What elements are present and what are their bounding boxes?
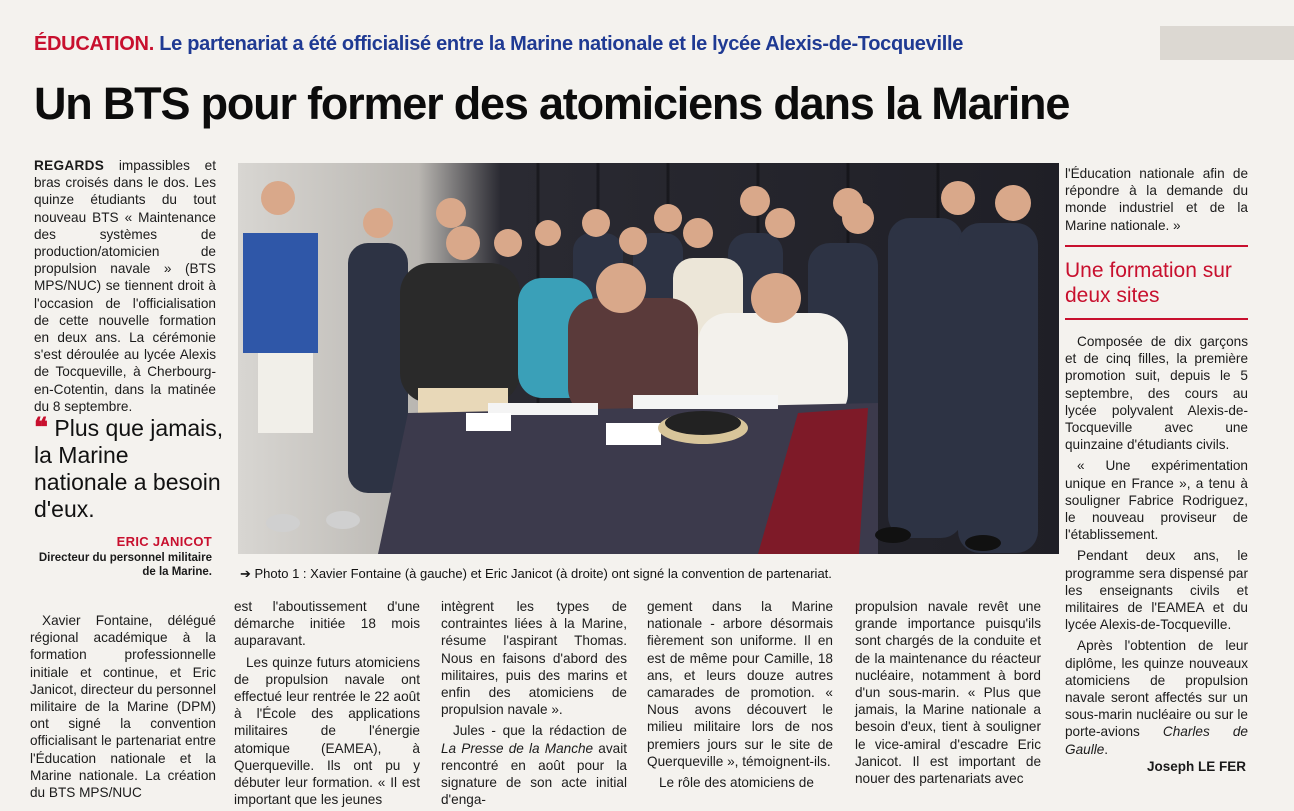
body-paragraph: l'Éducation nationale afin de répondre à la demande du monde industriel et de la Marine nationale. »: [1065, 166, 1248, 233]
quote-marks-icon: ❝: [34, 413, 48, 442]
article-photo: [238, 163, 1059, 554]
body-text: Après l'obtention de leur diplôme, les quinze nouveaux atomiciens de propulsion navale seront affectés sur un sous-marin nucléaire ou sur le porte-avions: [1065, 638, 1248, 740]
body-text: .: [1104, 741, 1109, 757]
lead-word: REGARDS: [34, 158, 105, 173]
body-paragraph: Composée de dix garçons et de cinq filles, la première promotion suit, depuis le 5 septembre, des cours au lycée polyvalent Alexis-de-Tocqueville avec une quinzaine d'étudiants civils.: [1065, 334, 1248, 453]
publication-name: La Presse de la Manche: [441, 740, 594, 756]
body-paragraph: [441, 722, 627, 808]
ship-name: Charles de Gaulle: [1065, 724, 1248, 757]
section-label: ÉDUCATION.: [34, 33, 154, 55]
body-column-1: [30, 612, 216, 805]
body-column-3: [441, 598, 627, 811]
body-paragraph: est l'aboutissement d'une démarche initiée 18 mois auparavant.: [234, 599, 420, 649]
body-paragraph: Le rôle des atomiciens de: [659, 775, 814, 791]
body-column-5: [855, 598, 1041, 791]
sidebar-body: [1065, 333, 1248, 762]
lead-paragraph: [34, 157, 216, 419]
divider: [1065, 318, 1248, 320]
pull-quote: [34, 414, 224, 523]
kicker-subtitle: Le partenariat a été officialisé entre la Marine nationale et le lycée Alexis-de-Tocqueville: [159, 33, 964, 55]
kicker: [34, 33, 963, 56]
body-paragraph: « Une expérimentation unique en France », a tenu à souligner Fabrice Rodriguez, le nouveau proviseur de l'établissement.: [1065, 458, 1248, 543]
body-paragraph: Xavier Fontaine, délégué régional académique à la formation professionnelle initiale et continue, et Eric Janicot, directeur du personnel militaire de la Marine (DPM) ont signé la convention officialisant le partenariat entre l'Éducation nationale et la Marine nationale. La création du BTS MPS/NUC: [30, 613, 216, 801]
body-column-4: [647, 598, 833, 795]
headline: Un BTS pour former des atomiciens dans la Marine: [34, 78, 1070, 129]
quote-author: ERIC JANICOT: [116, 534, 212, 549]
quote-author-role: Directeur du personnel militaire de la Marine.: [38, 552, 212, 578]
body-paragraph: intègrent les types de contraintes liées à la Marine, résume l'aspirant Thomas. Nous en faisons d'abord des militaires, puis des marins et enfin des atomiciens de propulsion navale ».: [441, 599, 627, 718]
body-paragraph: Pendant deux ans, le programme sera dispensé par les enseignants civils et militaires de l'EAMEA et du lycée Alexis-de-Tocqueville.: [1065, 548, 1248, 633]
body-text: avait rencontré en août pour la signature de son acte initial d'enga-: [441, 740, 627, 808]
body-column-2: [234, 598, 420, 811]
lead-text: impassibles et bras croisés dans le dos. Les quinze étudiants du tout nouveau BTS « Maintenance des systèmes de production/atomicien de propulsion navale » (BTS MPS/NUC) se tiennent droit à l'occasion de l'officialisation de cette nouvelle formation en deux ans. La cérémonie s'est déroulée au lycée Alexis de Tocqueville, à Cherbourg-en-Cotentin, dans la matinée du 8 septembre.: [34, 158, 216, 414]
divider: [1065, 245, 1248, 247]
body-paragraph: gement dans la Marine nationale - arbore désormais fièrement son uniforme. Il en est de même pour Camille, 18 ans, et leurs douze autres camarades de promotion. « Nous avons découvert le milieu militaire lors de nos premiers jours sur le site de Querqueville », témoignent-ils.: [647, 599, 833, 769]
signing-ceremony-photo: [238, 163, 1059, 554]
section-tab: [1160, 26, 1294, 60]
body-paragraph: [1065, 637, 1248, 757]
quote-attribution: [34, 534, 212, 579]
sidebar-top-text: [1065, 165, 1248, 238]
subheading: Une formation sur deux sites: [1065, 259, 1232, 307]
byline: Joseph LE FER: [1147, 759, 1247, 774]
body-paragraph: propulsion navale revêt une grande importance puisqu'ils sont chargés de la conduite et de la maintenance du réacteur nucléaire, notamment à bord d'un sous-marin. « Plus que jamais, la Marine nationale a besoin d'eux, tient à souligner le vice-amiral d'escadre Eric Janicot. Il est important de nouer des partenariats avec: [855, 599, 1041, 787]
body-paragraph: Les quinze futurs atomiciens de propulsion navale ont effectué leur rentrée le 22 août à l'École des applications militaires de l'énergie atomique (EAMEA), à Querqueville. Ils ont pu y débuter leur formation. « Il est important que les jeunes: [234, 654, 420, 808]
photo-caption: ➔ Photo 1 : Xavier Fontaine (à gauche) et Eric Janicot (à droite) ont signé la convention de partenariat.: [240, 566, 832, 581]
body-text: Jules - que la rédaction de: [453, 723, 627, 739]
pull-quote-text: Plus que jamais, la Marine nationale a besoin d'eux.: [34, 415, 224, 522]
